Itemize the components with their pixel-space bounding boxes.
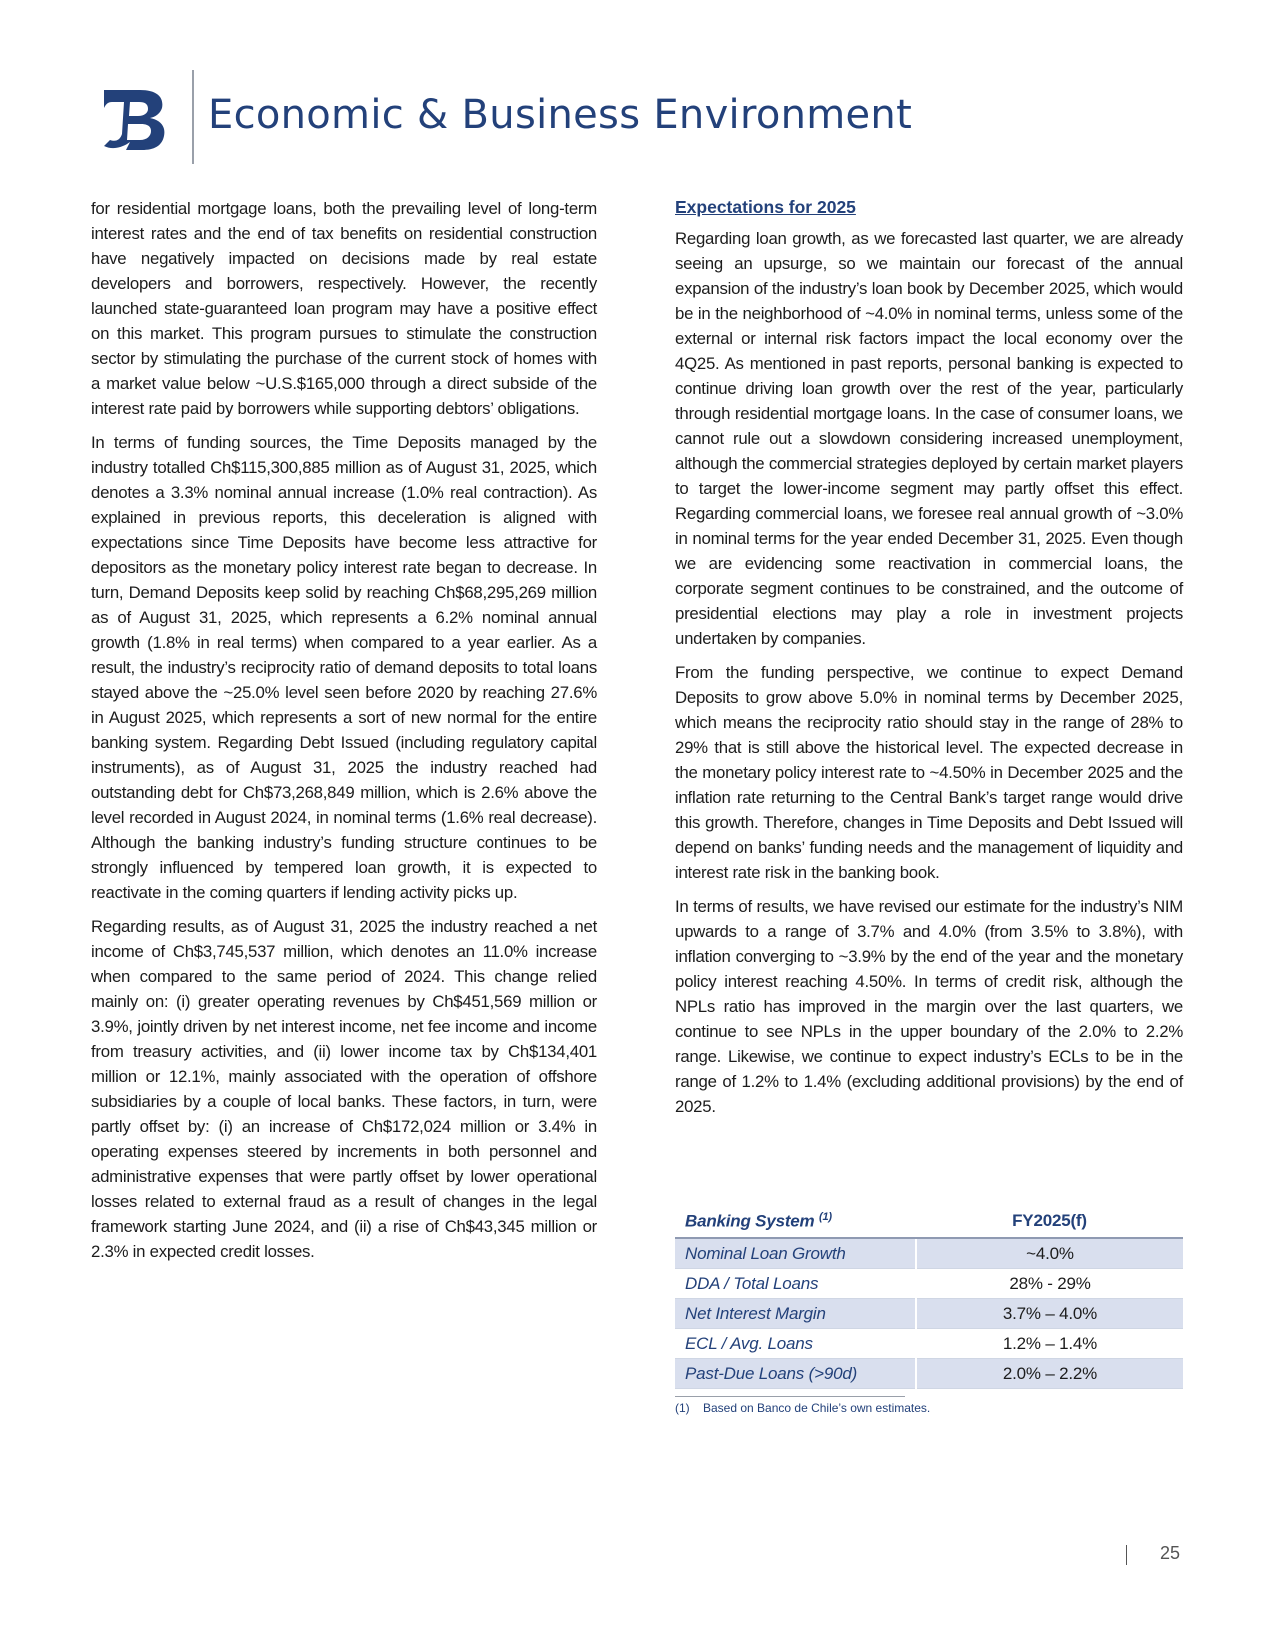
row-value: 28% - 29% [916, 1269, 1183, 1299]
table-header-label [675, 1205, 916, 1238]
page-title: Economic & Business Environment [208, 92, 913, 138]
row-value: 2.0% – 2.2% [916, 1359, 1183, 1389]
forecast-table [675, 1205, 1183, 1389]
table-row [675, 1359, 1183, 1389]
table-row [675, 1269, 1183, 1299]
page-number-divider [1126, 1545, 1127, 1565]
table-row [675, 1238, 1183, 1269]
row-label: Past-Due Loans (>90d) [675, 1359, 916, 1389]
footnote-marker: (1) [675, 1401, 690, 1415]
table-header-value: FY2025(f) [916, 1205, 1183, 1238]
paragraph-funding-perspective: From the funding perspective, we continue to expect Demand Deposits to grow above 5.0% in nominal terms by December 2025, which means the reciprocity ratio should stay in the range of 28% to 29% that is still above the historical level. The expected decrease in the monetary policy interest rate to ~4.50% in December 2025 and the inflation rate returning to the Central Bank’s target range would drive this growth. Therefore, changes in Time Deposits and Debt Issued will depend on banks’ funding needs and the management of liquidity and interest rate risk in the banking book. [675, 663, 1183, 882]
row-label: DDA / Total Loans [675, 1269, 916, 1299]
paragraph-results: Regarding results, as of August 31, 2025 the industry reached a net income of Ch$3,745,537 million, which denotes an 11.0% increase when compared to the same period of 2024. This change relied mainly on: (i) greater operating revenues by Ch$451,569 million or 3.9%, jointly driven by net interest income, net fee income and income from treasury activities, and (ii) lower income tax by Ch$134,401 million or 12.1%, mainly associated with the operation of offshore subsidiaries by a couple of local banks. These factors, in turn, were partly offset by: (i) an increase of Ch$172,024 million or 3.4% in operating expenses steered by increments in both personnel and administrative expenses that were partly offset by lower operational losses related to external fraud as a result of changes in the legal framework starting June 2024, and (ii) a rise of Ch$43,345 million or 2.3% in expected credit losses. [91, 917, 597, 1261]
paragraph-mortgage-loans: for residential mortgage loans, both the prevailing level of long-term interest rates and the end of tax benefits on residential construction have negatively impacted on decisions made by real estate developers and borrowers, respectively. However, the recently launched state-guaranteed loan program may have a positive effect on this market. This program pursues to stimulate the construction sector by stimulating the purchase of the current stock of homes with a market value below ~U.S.$165,000 through a direct subside of the interest rate paid by borrowers while supporting debtors’ obligations. [91, 199, 597, 418]
paragraph-loan-growth: Regarding loan growth, as we forecasted last quarter, we are already seeing an upsurge, so we maintain our forecast of the annual expansion of the industry’s loan book by December 2025, which would be in the neighborhood of ~4.0% in nominal terms, unless some of the external or internal risk factors impact the local economy over the 4Q25. As mentioned in past reports, personal banking is expected to continue driving loan growth over the rest of the year, particularly through residential mortgage loans. In the case of consumer loans, we cannot rule out a slowdown considering increased unemployment, although the commercial strategies deployed by certain market players to target the lower-income segment may partly offset this effect. Regarding commercial loans, we foresee real annual growth of ~3.0% in nominal terms for the year ended December 31, 2025. Even though we are evidencing some reactivation in commercial loans, the corporate segment continues to be constrained, and the outcome of presidential elections may play a role in investment projects undertaken by companies. [675, 229, 1183, 648]
table-header-row [675, 1205, 1183, 1238]
table-row [675, 1329, 1183, 1359]
section-title-expectations: Expectations for 2025 [675, 197, 856, 217]
header-divider [192, 70, 194, 164]
row-label: Net Interest Margin [675, 1299, 916, 1329]
paragraph-funding-sources: In terms of funding sources, the Time Deposits managed by the industry totalled Ch$115,300,885 million as of August 31, 2025, which denotes a 3.3% nominal annual increase (1.0% real contraction). As explained in previous reports, this deceleration is aligned with expectations since Time Deposits have become less attractive for depositors as the monetary policy interest rate began to decrease. In turn, Demand Deposits keep solid by reaching Ch$68,295,269 million as of August 31, 2025, which represents a 6.2% nominal annual growth (1.8% in real terms) when compared to a year earlier. As a result, the industry’s reciprocity ratio of demand deposits to total loans stayed above the ~25.0% level seen before 2020 by reaching 27.6% in August 2025, which represents a sort of new normal for the entire banking system. Regarding Debt Issued (including regulatory capital instruments), as of August 31, 2025 the industry reached had outstanding debt for Ch$73,268,849 million, which is 2.6% above the level recorded in August 2024, in nominal terms (1.6% real decrease). Although the banking industry’s funding structure continues to be strongly influenced by tempered loan growth, it is expected to reactivate in the coming quarters if lending activity picks up. [91, 433, 597, 902]
page-number: 25 [1160, 1543, 1181, 1563]
footnote-divider [675, 1396, 905, 1397]
footnote [675, 1401, 930, 1415]
paragraph-results-outlook: In terms of results, we have revised our estimate for the industry’s NIM upwards to a range of 3.7% and 4.0% (from 3.5% to 3.8%), with inflation converging to ~3.9% by the end of the year and the monetary policy interest reaching 4.50%. In terms of credit risk, although the NPLs ratio has improved in the margin over the last quarters, we continue to see NPLs in the upper boundary of the 2.0% to 2.2% range. Likewise, we continue to expect industry’s ECLs to be in the range of 1.2% to 1.4% (excluding additional provisions) by the end of 2025. [675, 897, 1183, 1116]
row-label: Nominal Loan Growth [675, 1238, 916, 1269]
footnote-text: Based on Banco de Chile’s own estimates. [703, 1401, 931, 1415]
bank-logo-icon [100, 84, 170, 154]
row-value: ~4.0% [916, 1238, 1183, 1269]
left-column [91, 196, 597, 1273]
right-column [675, 196, 1183, 1128]
row-value: 3.7% – 4.0% [916, 1299, 1183, 1329]
header-label-text: Banking System [685, 1211, 815, 1231]
header-footnote-mark: (1) [819, 1210, 832, 1223]
row-value: 1.2% – 1.4% [916, 1329, 1183, 1359]
table-row [675, 1299, 1183, 1329]
row-label: ECL / Avg. Loans [675, 1329, 916, 1359]
